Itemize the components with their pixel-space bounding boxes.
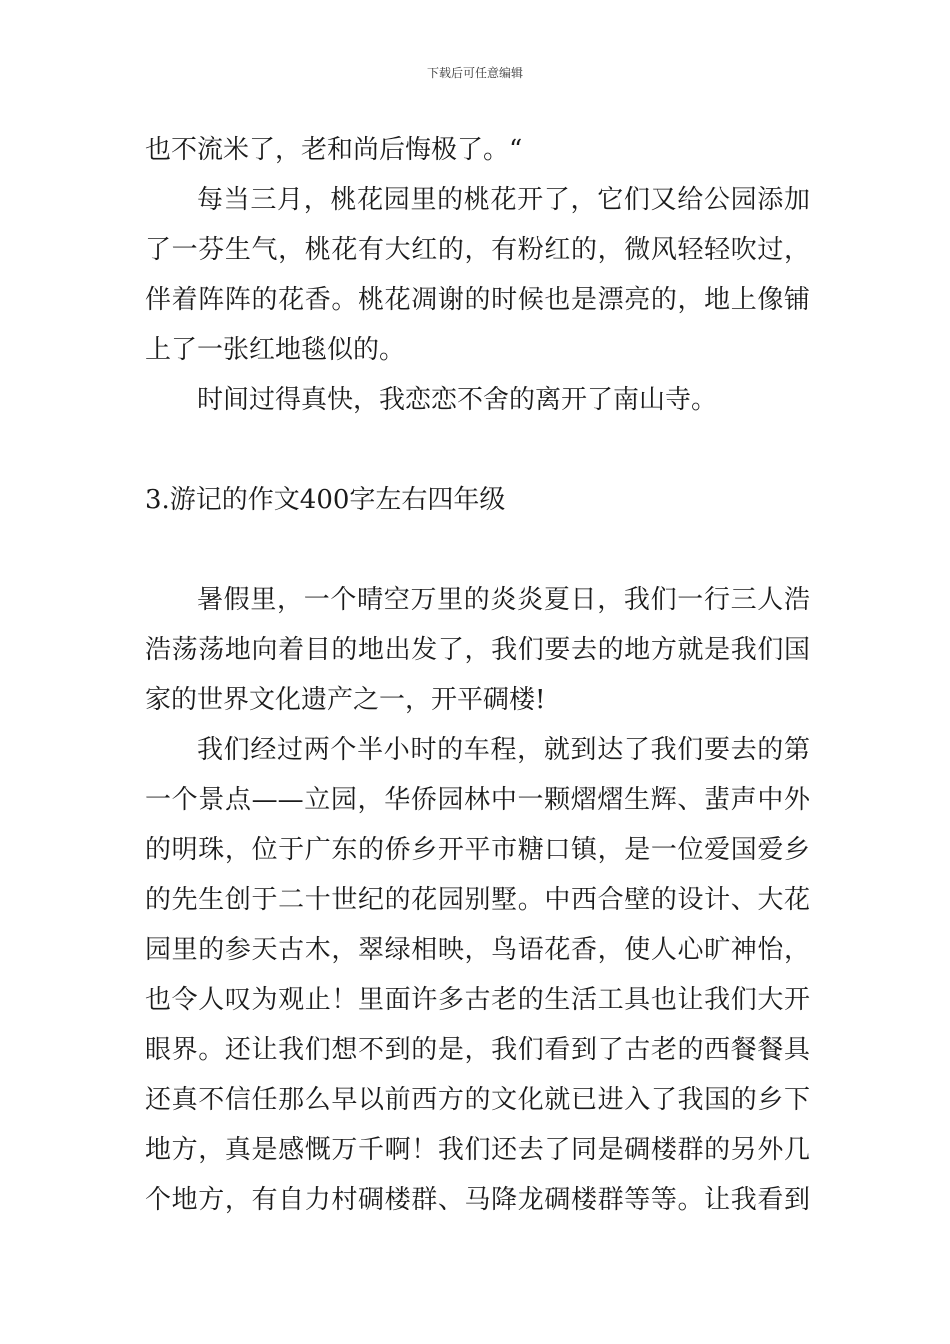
text-line: 伴着阵阵的花香。桃花凋谢的时候也是漂亮的，地上像铺 <box>145 285 810 315</box>
text-line: 上了一张红地毯似的。 <box>145 335 406 365</box>
text-line: 的明珠，位于广东的侨乡开平市糖口镇，是一位爱国爱乡 <box>145 835 810 865</box>
text-line: 一个景点——立园，华侨园林中一颗熠熠生辉、蜚声中外 <box>145 785 810 815</box>
text-line: 个地方，有自力村碉楼群、马降龙碉楼群等等。让我看到 <box>145 1185 810 1215</box>
section-heading: 3.游记的作文400字左右四年级 <box>145 485 506 515</box>
page-header: 下载后可任意编辑 <box>426 66 523 80</box>
text-line: 了一芬生气，桃花有大红的，有粉红的，微风轻轻吹过， <box>145 235 810 265</box>
text-line: 暑假里，一个晴空万里的炎炎夏日，我们一行三人浩 <box>197 585 810 615</box>
text-line: 每当三月，桃花园里的桃花开了，它们又给公园添加 <box>197 185 810 215</box>
text-line: 浩荡荡地向着目的地出发了，我们要去的地方就是我们国 <box>145 635 810 665</box>
text-line: 眼界。还让我们想不到的是，我们看到了古老的西餐餐具 <box>145 1035 810 1065</box>
text-line: 家的世界文化遗产之一，开平碉楼! <box>145 685 546 715</box>
text-line: 也令人叹为观止！里面许多古老的生活工具也让我们大开 <box>145 985 810 1015</box>
text-line: 还真不信任那么早以前西方的文化就已进入了我国的乡下 <box>145 1085 810 1115</box>
text-line: 地方，真是感慨万千啊！我们还去了同是碉楼群的另外几 <box>145 1135 810 1165</box>
text-line: 园里的参天古木，翠绿相映，鸟语花香，使人心旷神怡， <box>145 935 810 965</box>
text-line: 也不流米了，老和尚后悔极了。“ <box>145 135 523 165</box>
text-line: 我们经过两个半小时的车程，就到达了我们要去的第 <box>197 735 810 765</box>
text-line: 时间过得真快，我恋恋不舍的离开了南山寺。 <box>197 385 718 415</box>
text-line: 的先生创于二十世纪的花园别墅。中西合壁的设计、大花 <box>145 885 810 915</box>
